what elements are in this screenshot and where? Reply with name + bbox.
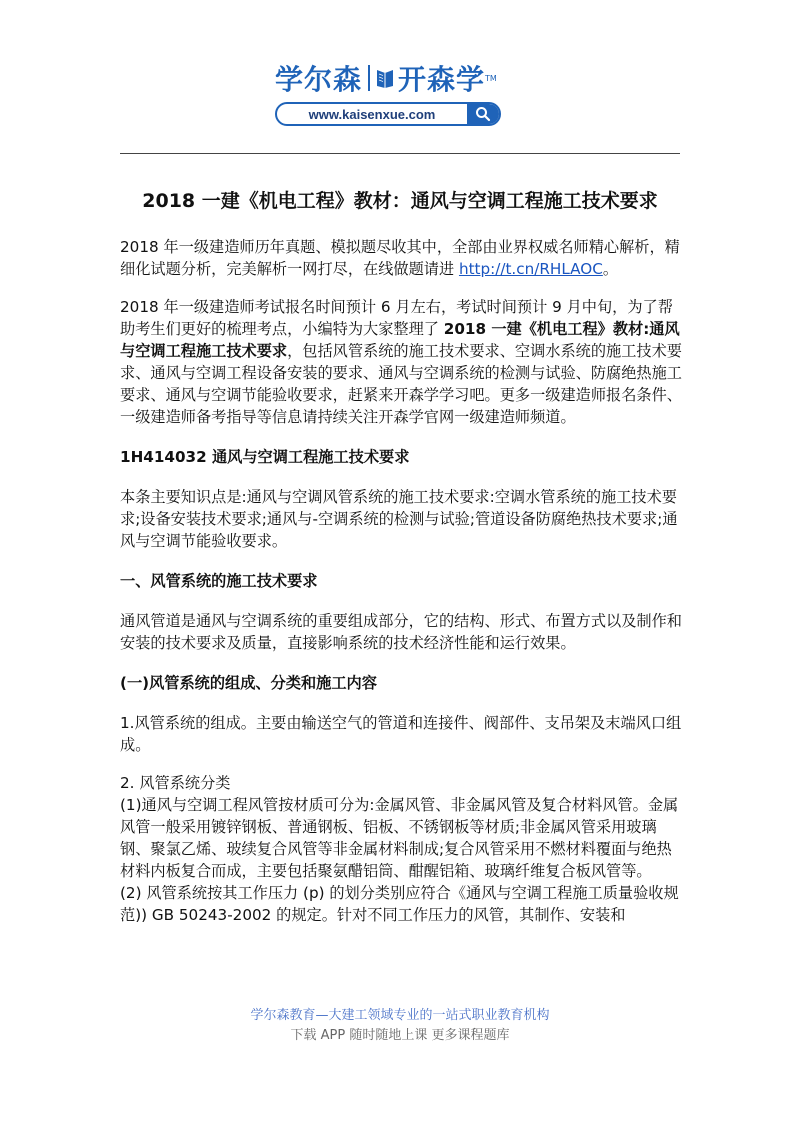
url-bar[interactable] (275, 102, 501, 126)
composition-paragraph: 1.风管系统的组成。主要由输送空气的管道和连接件、阀部件、支吊架及末端风口组成。 (120, 714, 682, 754)
brand-xueersen: 学尔森 (275, 63, 363, 96)
logo-divider (368, 65, 370, 91)
classification-item-2: (2) 风管系统按其工作压力 (p) 的划分类别应符合《通风与空调工程施工质量验收规范)) GB 50243-2002 的规定。针对不同工作压力的风管，其制作、安装和 (120, 884, 679, 924)
classification-heading: 2. 风管系统分类 (120, 774, 231, 792)
page-footer (0, 1006, 800, 1046)
intro-text: 2018 年一级建造师历年真题、模拟题尽收其中，全部由业界权威名师精心解析，精细化试题分析，完美解析一网打尽，在线做题请进 (120, 238, 680, 278)
duct-intro-paragraph: 通风管道是通风与空调系统的重要组成部分，它的结构、形式、布置方式以及制作和安装的技术要求及质量，直接影响系统的技术经济性能和运行效果。 (120, 612, 682, 652)
site-url: www.kaisenxue.com (308, 106, 436, 122)
classification-item-1: (1)通风与空调工程风管按材质可分为:金属风管、非金属风管及复合材料风管。金属风管一般采用镀锌钢板、普通钢板、铝板、不锈钢板等材质;非金属风管采用玻璃钢、聚氯乙烯、玻续复合风管等非金属材料制成;复合风管采用不燃材料覆面与绝热材料内板复合而成，主要包括聚氨醋铝筒、酣醒铝箱、玻璃纤维复合板风管等。 (120, 796, 679, 880)
exam-info-rest: ，包括风管系统的施工技术要求、空调水系统的施工技术要求、通风与空调工程设备安装的要求、通风与空调系统的检测与试验、防腐绝热施工要求、通风与空调节能验收要求，赶紧来开森学学习吧。更多一级建造师报名条件、一级建造师备考指导等信息请持续关注开森学官网一级建造师频道。 (120, 342, 682, 426)
book-icon (376, 67, 394, 89)
intro-paragraph (120, 236, 682, 280)
exam-info-text: 2018 年一级建造师考试报名时间预计 6 月左右，考试时间预计 9 月中旬，为了帮助考生们更好的梳理考点，小编特为大家整理了 (120, 298, 673, 338)
footer-app-promo: 下载 APP 随时随地上课 更多课程题库 (290, 1028, 510, 1043)
intro-end: 。 (602, 260, 619, 278)
knowledge-points-paragraph: 本条主要知识点是:通风与空调风管系统的施工技术要求:空调水管系统的施工技术要求;设备安装技术要求;通风与-空调系统的检测与试验;管道设备防腐绝热技术要求;通风与空调节能验收要求。 (120, 488, 678, 550)
logo[interactable] (275, 58, 505, 130)
section-heading-1h414032: 1H414032 通风与空调工程施工技术要求 (120, 448, 410, 466)
practice-link[interactable]: http://t.cn/RHLAOC (458, 260, 603, 278)
article-body (120, 236, 682, 926)
trademark: TM (485, 73, 497, 83)
section-heading-duct-system: 一、风管系统的施工技术要求 (120, 572, 318, 590)
brand-kaisenxue: 开森学 (398, 63, 486, 96)
exam-info-paragraph (120, 296, 682, 428)
search-button[interactable] (467, 104, 499, 124)
exam-info-bold: 2018 一建《机电工程》教材:通风与空调工程施工技术要求 (120, 320, 680, 360)
footer-slogan: 学尔森教育—大建工领域专业的一站式职业教育机构 (250, 1008, 550, 1023)
subsection-heading-composition: (一)风管系统的组成、分类和施工内容 (120, 674, 377, 692)
header-rule (120, 153, 680, 154)
search-icon (475, 106, 491, 122)
page-title: 2018 一建《机电工程》教材：通风与空调工程施工技术要求 (142, 190, 658, 212)
